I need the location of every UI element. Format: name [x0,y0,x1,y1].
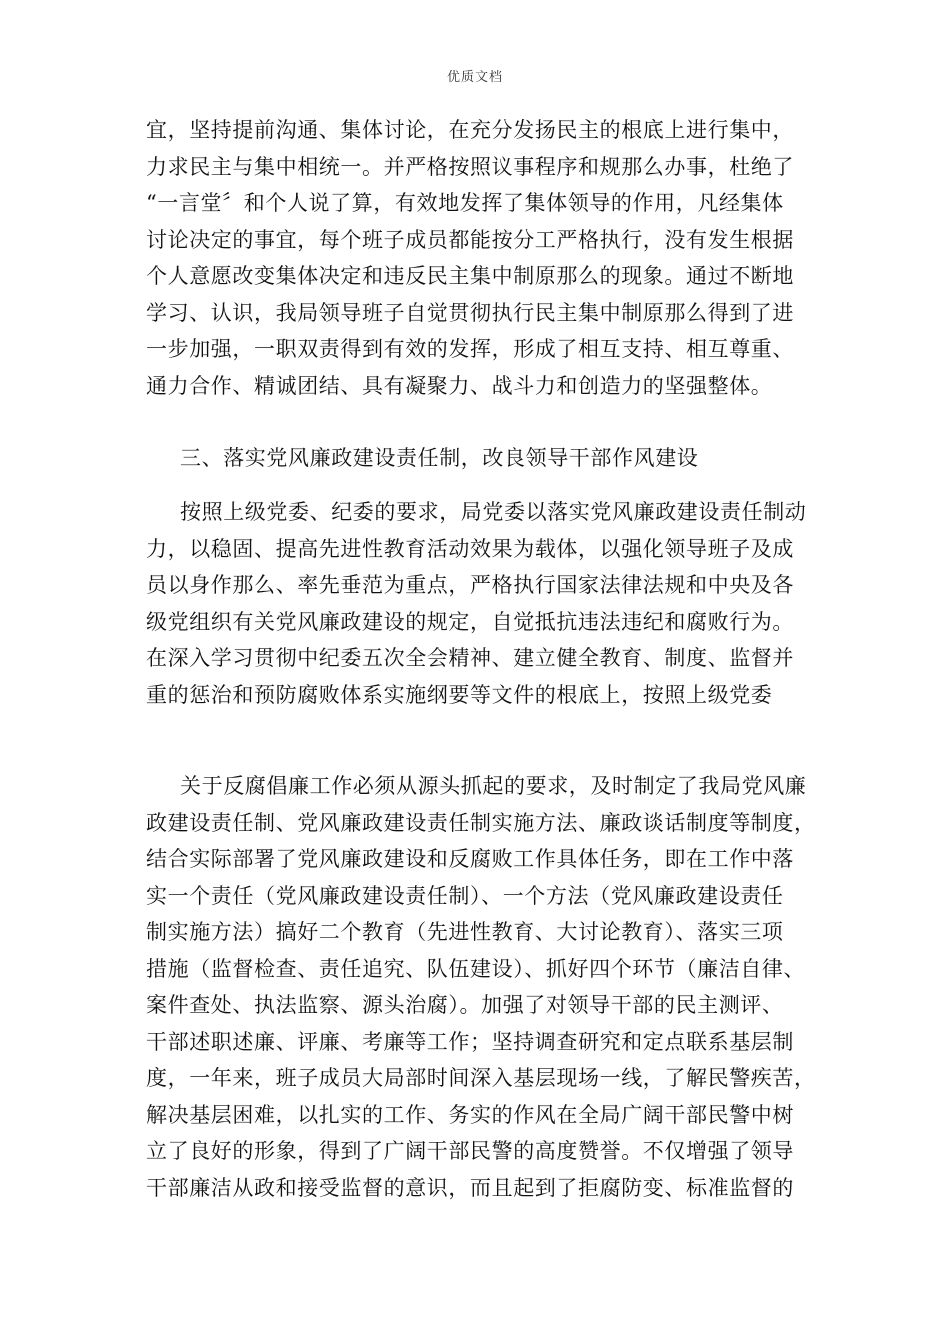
text-line: 在深入学习贯彻中纪委五次全会精神、建立健全教育、制度、监督并 [146,646,794,670]
text-line: 干部廉洁从政和接受监督的意识，而且起到了拒腐防变、标准监督的 [146,1175,794,1200]
text-line: 通力合作、精诚团结、具有凝聚力、战斗力和创造力的坚强整体。 [146,373,773,398]
text-line: 制实施方法）搞好二个教育（先进性教育、大讨论教育）、落实三项 [146,920,784,944]
text-line: 干部述职述廉、评廉、考廉等工作；坚持调查研究和定点联系基层制 [146,1029,794,1054]
paragraph-3 [146,768,816,1206]
text-line: 学习、认识，我局领导班子自觉贯彻执行民主集中制原那么得到了进 [146,300,794,325]
text-line: 解决基层困难，以扎实的工作、务实的作风在全局广阔干部民警中树 [146,1102,794,1127]
text-line: “一言堂〞和个人说了算，有效地发挥了集体领导的作用，凡经集体 [146,191,784,215]
text-line: 按照上级党委、纪委的要求，局党委以落实党风廉政建设责任制动 [180,500,807,524]
text-line: 员以身作那么、率先垂范为重点，严格执行国家法律法规和中央及各 [146,573,794,597]
text-line: 重的惩治和预防腐败体系实施纲要等文件的根底上，按照上级党委 [146,682,773,707]
section-heading [146,440,806,477]
text-line: 实一个责任（党风廉政建设责任制）、一个方法（党风廉政建设责任 [146,883,784,908]
paragraph-1 [146,112,806,404]
text-line: 力求民主与集中相统一。并严格按照议事程序和规那么办事，杜绝了 [146,154,794,179]
page-header: 优质文档 [446,70,503,85]
text-line: 级党组织有关党风廉政建设的规定，自觉抵抗违法违纪和腐败行为。 [146,609,794,634]
text-line: 度，一年来，班子成员大局部时间深入基层现场一线，了解民警疾苦， [146,1066,816,1090]
text-line: 讨论决定的事宜，每个班子成员都能按分工严格执行，没有发生根据 [146,227,794,252]
text-line: 措施（监督检查、责任追究、队伍建设）、抓好四个环节（廉洁自律、 [146,956,806,981]
text-line: 力，以稳固、提高先进性教育活动效果为载体，以强化领导班子及成 [146,536,794,561]
text-line: 结合实际部署了党风廉政建设和反腐败工作具体任务，即在工作中落 [146,847,794,871]
heading-line: 三、落实党风廉政建设责任制，改良领导干部作风建设 [180,446,699,470]
text-line: 一步加强，一职双责得到有效的发挥，形成了相互支持、相互尊重、 [146,337,794,361]
paragraph-2 [146,494,806,713]
text-line: 个人意愿改变集体决定和违反民主集中制原那么的现象。通过不断地 [146,264,794,288]
text-line: 政建设责任制、党风廉政建设责任制实施方法、廉政谈话制度等制度， [146,810,816,835]
text-line: 关于反腐倡廉工作必须从源头抓起的要求，及时制定了我局党风廉 [180,774,807,798]
text-line: 宜，坚持提前沟通、集体讨论，在充分发扬民主的根底上进行集中， [146,118,794,142]
text-line: 立了良好的形象，得到了广阔干部民警的高度赞誉。不仅增强了领导 [146,1139,794,1163]
text-line: 案件查处、执法监察、源头治腐）。加强了对领导干部的民主测评、 [146,993,784,1017]
